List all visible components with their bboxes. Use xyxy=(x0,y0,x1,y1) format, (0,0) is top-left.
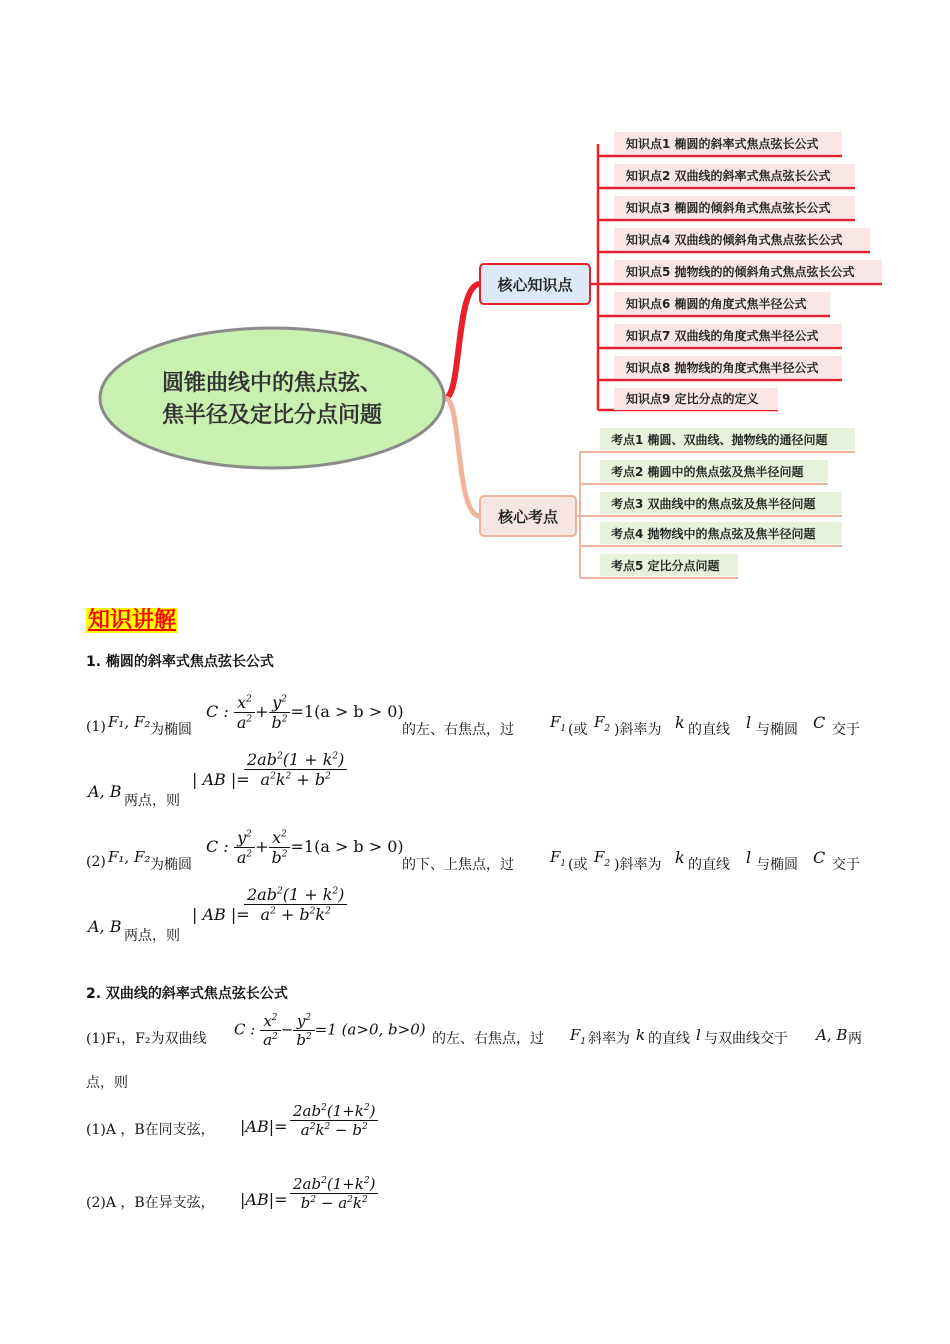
s1-p2-k: k xyxy=(675,848,685,867)
exam-leaves xyxy=(600,428,855,576)
branch-knowledge-label: 核心知识点 xyxy=(497,276,573,294)
exam-connector xyxy=(445,398,480,516)
s1-paragraph-2 xyxy=(86,820,886,890)
s1-p1-formula: $\frac{2ab^2(1 + k^2)}{a^2k^2 + b^2}$ xyxy=(244,750,347,789)
s1-p1-k: k xyxy=(675,713,685,732)
s1-p1-f2: $F_2$ xyxy=(594,713,611,734)
s2-p1-text-a: (1)F₁，F₂为双曲线 xyxy=(86,1031,207,1047)
s1-p1-f1: $F_1$ xyxy=(550,713,567,734)
s1-p1-text-g: 与椭圆 xyxy=(756,722,798,738)
knowledge-point-4[interactable]: 知识点4 双曲线的倾斜角式焦点弦长公式 xyxy=(626,233,843,247)
s1-p1-text-b: 的左、右焦点，过 xyxy=(402,722,514,738)
mind-map xyxy=(0,0,950,600)
section-title: 知识讲解 xyxy=(88,608,177,633)
knowledge-leaves xyxy=(614,132,882,410)
knowledge-point-5[interactable]: 知识点5 抛物线的的倾斜角式焦点弦长公式 xyxy=(626,265,855,279)
s1-p2-foci: F₁, F₂ xyxy=(108,848,151,866)
s1-p1-lead: (1) xyxy=(86,719,106,735)
s1-p1-foci: F₁, F₂ xyxy=(108,713,151,731)
knowledge-point-8[interactable]: 知识点8 抛物线的角度式焦半径公式 xyxy=(626,361,819,375)
s2-case-2-text: (2)A ，B在异支弦， xyxy=(86,1195,215,1211)
s2-p1-l: l xyxy=(696,1026,701,1044)
exam-point-5[interactable]: 考点5 定比分点问题 xyxy=(611,559,720,573)
s1-paragraph-1b xyxy=(86,750,486,810)
s1-p2-c: C xyxy=(813,848,826,867)
s1-p2-formula: $\frac{2ab^2(1 + k^2)}{a^2 + b^2k^2}$ xyxy=(244,885,347,924)
s2-p1-text-e: 与双曲线交于 xyxy=(704,1031,788,1047)
root-line-2: 焦半径及定比分点问题 xyxy=(161,403,383,428)
s2-p1-equation: C : $\frac{x^2}{a^2}$ − $\frac{y^2}{b^2}$ =1 (a>0, b>0) xyxy=(234,1012,426,1049)
s2-p1-text-d: 的直线 xyxy=(648,1031,690,1047)
s1-p1-text-e: 的直线 xyxy=(688,722,730,738)
s1-p2-ab: A, B xyxy=(88,917,122,936)
s1-p1-text-c: (或 xyxy=(568,722,588,738)
s2-paragraph-1 xyxy=(86,1010,886,1066)
s1-p1-l: l xyxy=(746,713,752,732)
s2-p1-text-b: 的左、右焦点，过 xyxy=(432,1031,544,1047)
s1-p2-text-c: (或 xyxy=(568,857,588,873)
s1-p2-lead: (2) xyxy=(86,854,106,870)
exam-point-2[interactable]: 考点2 椭圆中的焦点弦及焦半径问题 xyxy=(611,465,804,479)
knowledge-connector xyxy=(445,284,480,398)
s1-p2-equation: C : $\frac{y^2}{a^2}$ + $\frac{x^2}{b^2}$ =1(a > b > 0) xyxy=(206,828,404,867)
s2-case-2-abs: |AB|= xyxy=(240,1190,288,1209)
knowledge-point-7[interactable]: 知识点7 双曲线的角度式焦半径公式 xyxy=(626,329,819,343)
s1-p1-text-a: 为椭圆 xyxy=(150,722,192,738)
root-node xyxy=(100,328,444,468)
s2-p1-text-f: 两 xyxy=(848,1031,862,1047)
exam-point-4[interactable]: 考点4 抛物线中的焦点弦及焦半径问题 xyxy=(611,527,816,541)
s2-case-2 xyxy=(86,1175,486,1231)
s1-p1-text-i: 两点，则 xyxy=(124,793,180,809)
heading-1: 1. 椭圆的斜率式焦点弦长公式 xyxy=(86,654,274,670)
s1-p2-f1: $F_1$ xyxy=(550,848,567,869)
s1-p2-text-g: 与椭圆 xyxy=(756,857,798,873)
branch-exam-label: 核心考点 xyxy=(497,508,559,526)
knowledge-point-9[interactable]: 知识点9 定比分点的定义 xyxy=(626,392,759,406)
s1-p1-equation: C : $\frac{x^2}{a^2}$ + $\frac{y^2}{b^2}$ =1(a > b > 0) xyxy=(206,693,404,732)
s1-p1-ab: A, B xyxy=(88,782,122,801)
knowledge-point-6[interactable]: 知识点6 椭圆的角度式焦半径公式 xyxy=(626,297,807,311)
s1-p2-l: l xyxy=(746,848,752,867)
s2-case-1 xyxy=(86,1102,486,1158)
root-line-1: 圆锥曲线中的焦点弦、 xyxy=(161,371,383,396)
s1-p1-c: C xyxy=(813,713,826,732)
s1-p2-abs: | AB |= xyxy=(192,905,250,924)
knowledge-point-2[interactable]: 知识点2 双曲线的斜率式焦点弦长公式 xyxy=(626,169,831,183)
s2-p1-text-c: 斜率为 xyxy=(588,1031,630,1047)
s1-p2-text-e: 的直线 xyxy=(688,857,730,873)
s2-p1-ab: A, B xyxy=(816,1026,848,1044)
s2-p1-f1: $F_1$ xyxy=(570,1026,587,1047)
s1-p1-text-h: 交于 xyxy=(832,722,860,738)
knowledge-point-1[interactable]: 知识点1 椭圆的斜率式焦点弦长公式 xyxy=(626,137,819,151)
s1-p2-text-b: 的下、上焦点，过 xyxy=(402,857,514,873)
exam-point-3[interactable]: 考点3 双曲线中的焦点弦及焦半径问题 xyxy=(611,497,816,511)
s1-p2-text-i: 两点，则 xyxy=(124,928,180,944)
s1-p2-text-a: 为椭圆 xyxy=(150,857,192,873)
s2-case-1-formula: $\frac{2ab^2(1+k^2)}{a^2k^2 - b^2}$ xyxy=(290,1102,378,1139)
s2-p1-k: k xyxy=(636,1026,646,1044)
s1-p2-text-d: )斜率为 xyxy=(614,857,662,873)
s1-p1-text-d: )斜率为 xyxy=(614,722,662,738)
s1-paragraph-2b xyxy=(86,885,486,945)
s1-paragraph-1 xyxy=(86,685,886,755)
s2-p1-text-g: 点，则 xyxy=(86,1075,128,1091)
s1-p1-abs: | AB |= xyxy=(192,770,250,789)
exam-point-1[interactable]: 考点1 椭圆、双曲线、抛物线的通径问题 xyxy=(611,433,828,447)
s1-p2-f2: $F_2$ xyxy=(594,848,611,869)
knowledge-point-3[interactable]: 知识点3 椭圆的倾斜角式焦点弦长公式 xyxy=(626,201,831,215)
s2-case-1-text: (1)A ，B在同支弦， xyxy=(86,1122,215,1138)
s2-case-1-abs: |AB|= xyxy=(240,1117,288,1136)
s2-case-2-formula: $\frac{2ab^2(1+k^2)}{b^2 - a^2k^2}$ xyxy=(290,1175,378,1212)
s1-p2-text-h: 交于 xyxy=(832,857,860,873)
heading-2: 2. 双曲线的斜率式焦点弦长公式 xyxy=(86,986,288,1002)
